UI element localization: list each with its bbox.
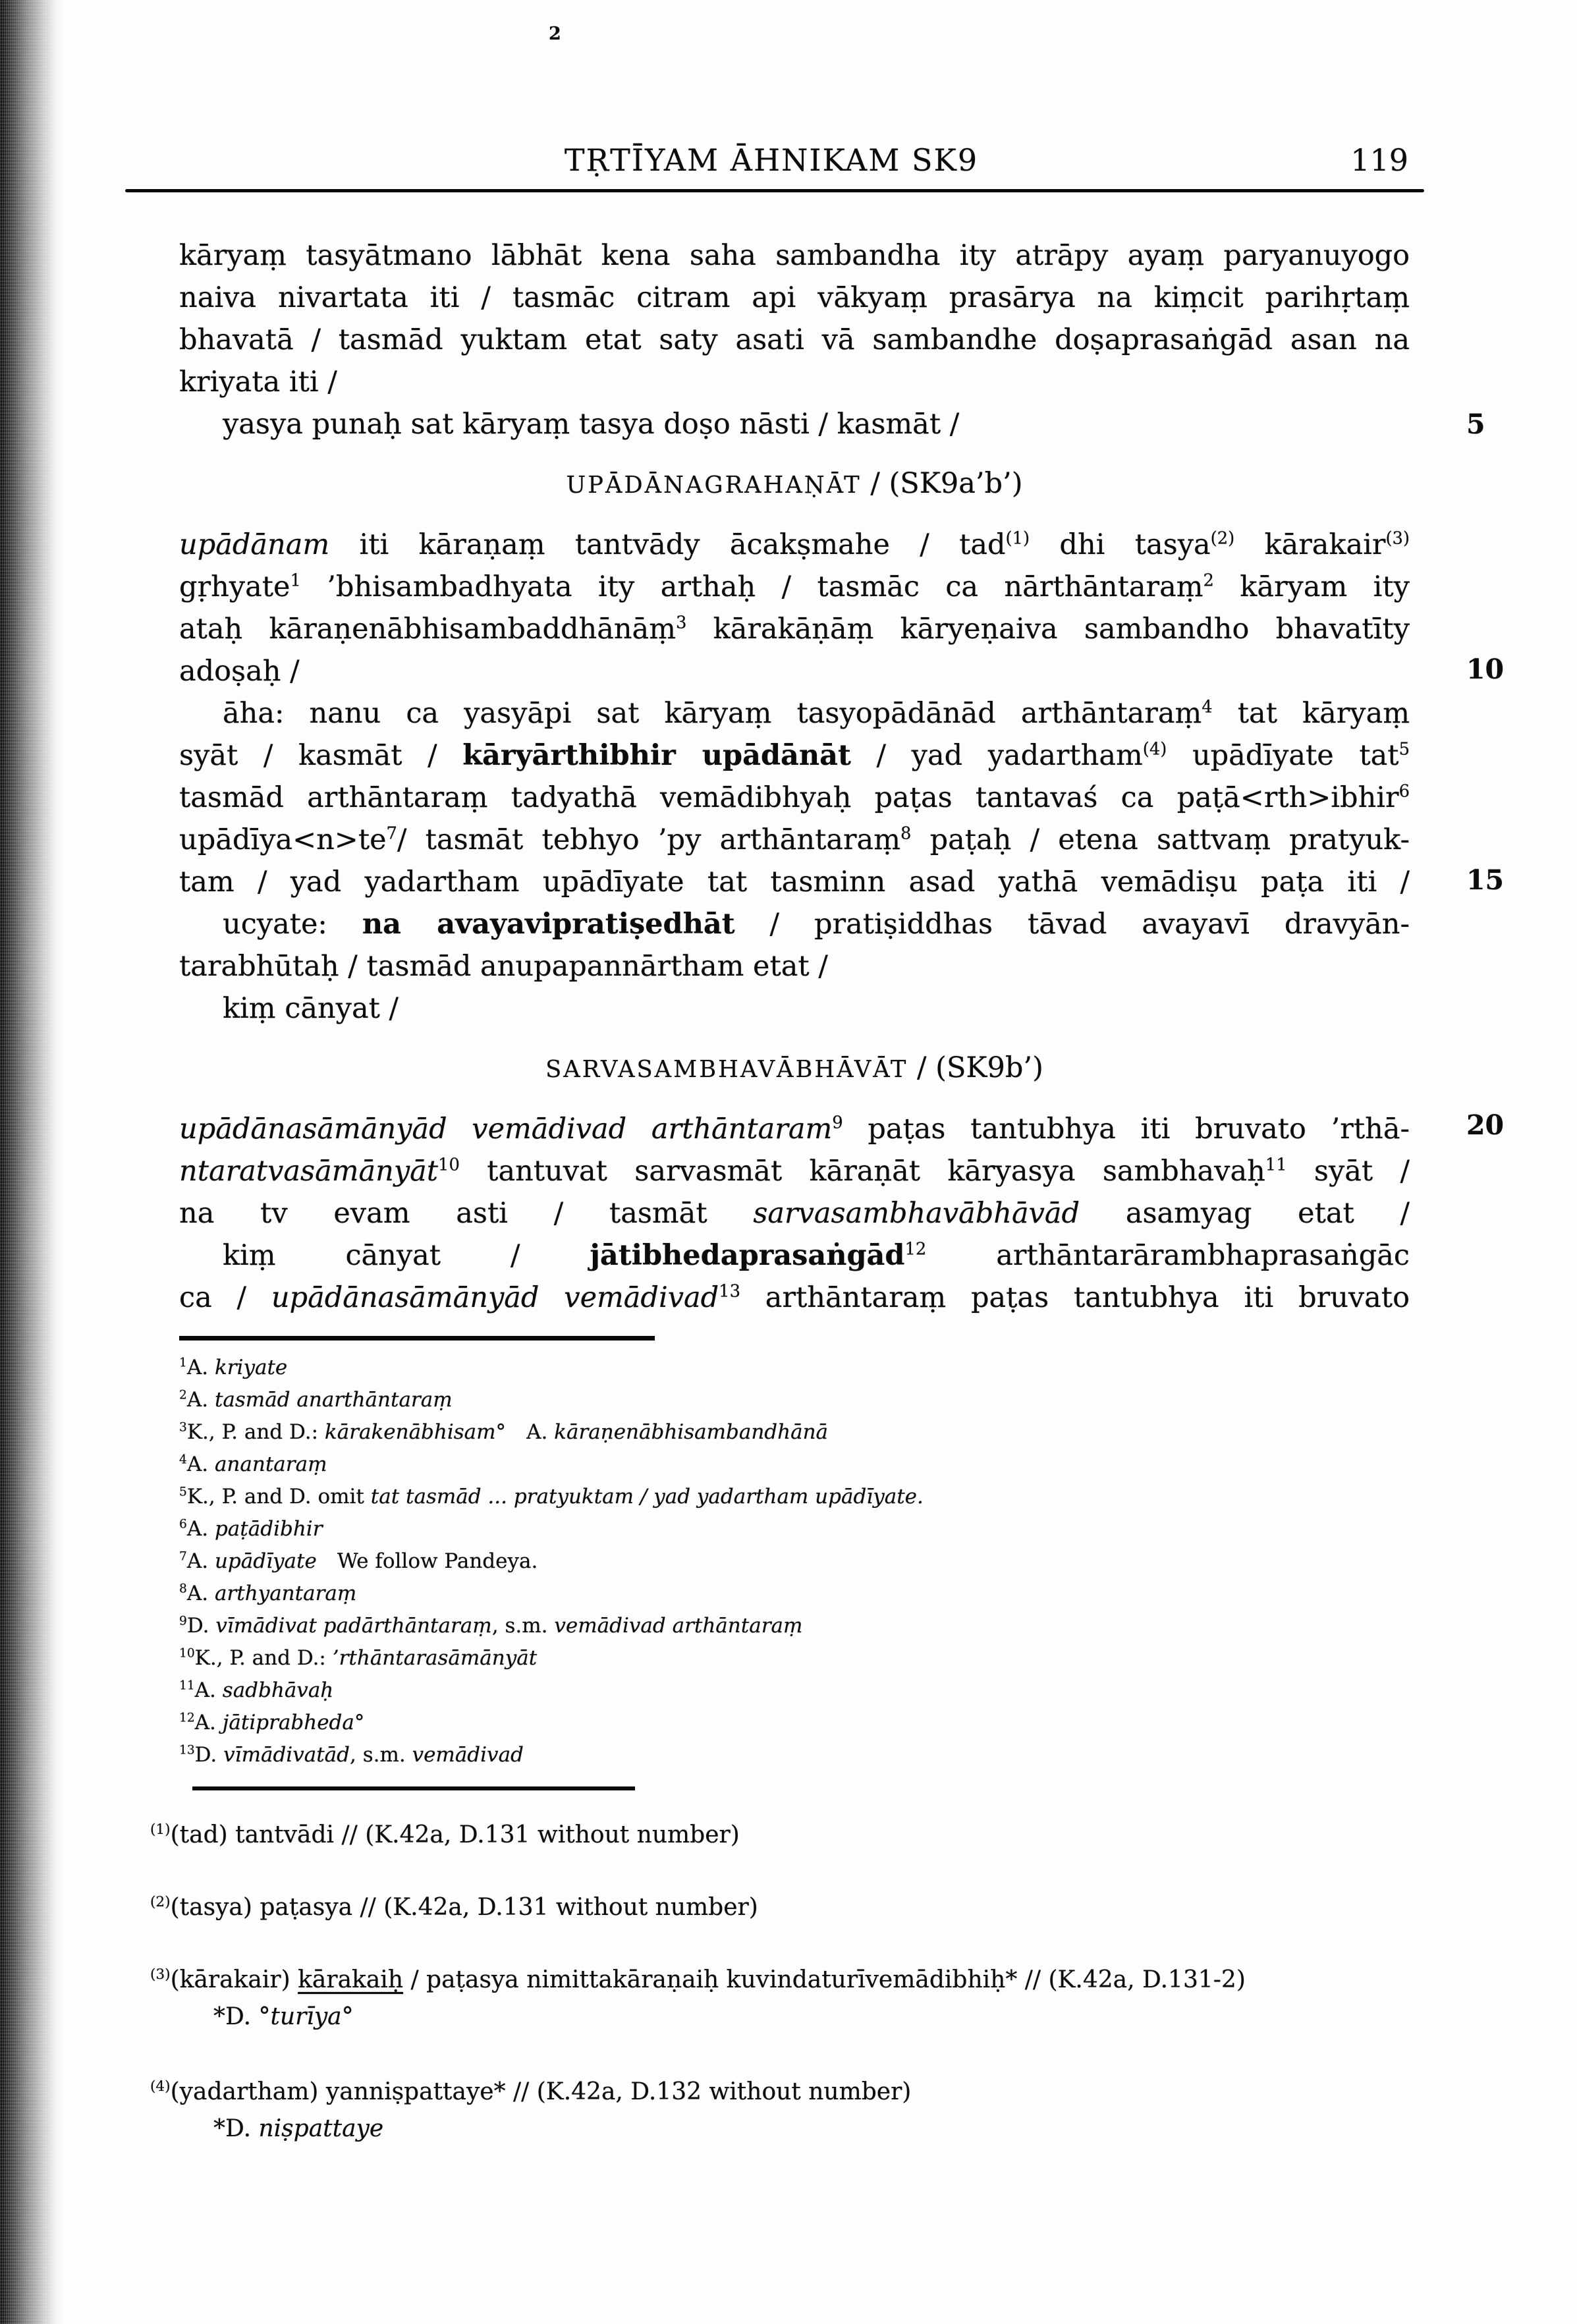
text-segment: kāryārthibhir upādānāt — [462, 739, 851, 772]
text-line — [179, 945, 1410, 987]
note-reference-superscript: 13 — [719, 1281, 740, 1302]
note-reference-superscript: 8 — [900, 823, 912, 844]
text-segment: upādīyate tat — [1167, 739, 1399, 772]
apparatus-note-number: (1) — [150, 1821, 171, 1838]
text-segment: UPĀDĀNAGRAHAṆĀT — [566, 472, 862, 499]
text-segment: kriyate — [214, 1356, 288, 1379]
apparatus-note-number: (2) — [150, 1894, 171, 1910]
text-segment: / (SK9a’b’) — [861, 467, 1023, 500]
footnote-number: 6 — [179, 1517, 187, 1532]
text-segment: *D. — [213, 2115, 259, 2142]
apparatus-subnote — [213, 2111, 1461, 2147]
text-segment: na avayavipratiṣedhāt — [362, 908, 735, 941]
text-segment: SARVASAMBHAVĀBHĀVĀT — [545, 1056, 908, 1083]
text-segment: ucyate: — [223, 908, 362, 941]
sutra-heading — [179, 462, 1410, 507]
footnote — [179, 1416, 1339, 1449]
text-segment: ca / — [179, 1281, 271, 1314]
text-segment: ’rthāntarasāmānyāt — [332, 1646, 538, 1670]
note-reference-superscript: 4 — [1202, 697, 1213, 717]
note-reference-superscript: (2) — [1210, 528, 1235, 549]
text-segment: K., P. and D.: — [194, 1646, 333, 1670]
text-segment: iti kāraṇaṃ tantvādy ācakṣmahe / tad — [329, 528, 1006, 561]
apparatus-note-line — [150, 1962, 1461, 1999]
text-segment: vīmādivatād — [223, 1743, 350, 1767]
text-segment: niṣpattaye — [258, 2115, 384, 2142]
footnote — [179, 1513, 1339, 1545]
text-segment: (kārakair) — [170, 1966, 298, 1993]
text-segment: tam / yad yadartham upādīyate tat tasminn asad yathā vemādiṣu paṭa iti / — [179, 866, 1410, 899]
footnote — [179, 1481, 1339, 1513]
text-segment: na tv evam asti / tasmāt — [179, 1197, 754, 1230]
text-segment: kāraṇenābhisambandhānā — [554, 1420, 829, 1444]
footnote-number: 5 — [179, 1485, 187, 1499]
text-line — [179, 319, 1410, 361]
text-segment: vemādivad — [412, 1743, 524, 1767]
footnote — [179, 1449, 1339, 1481]
text-segment: kārakaiḥ — [298, 1966, 404, 1993]
text-segment: kāryaṃ tasyātmano lābhāt kena saha sambandha ity atrāpy ayaṃ paryanuyogo — [179, 239, 1410, 272]
footnote — [179, 1352, 1339, 1384]
text-line — [179, 1277, 1410, 1319]
margin-line-number: 20 — [1466, 1109, 1505, 1141]
text-segment: kārakenābhisam° — [324, 1420, 507, 1444]
text-segment: tantuvat sarvasmāt kāraṇāt kāryasya sambhavaḥ — [459, 1155, 1265, 1188]
text-segment: jātiprabheda° — [222, 1711, 365, 1734]
footnote-separator-rule — [179, 1336, 655, 1341]
apparatus-note-number: (4) — [150, 2078, 171, 2095]
stray-page-mark: 2 — [549, 24, 561, 44]
text-segment: upādānam — [179, 528, 330, 561]
text-segment: arthyantaraṃ — [214, 1582, 357, 1605]
text-segment: tarabhūtaḥ / tasmād anupapannārtham etat / — [179, 950, 828, 983]
text-segment: A. — [186, 1517, 215, 1541]
footnote-number: 7 — [179, 1549, 187, 1564]
footnote-number: 12 — [179, 1711, 195, 1725]
note-reference-superscript: 7 — [386, 823, 397, 844]
text-segment: naiva nivartata iti / tasmāc citram api vākyaṃ prasārya na kiṃcit parihṛtaṃ — [179, 281, 1410, 314]
text-segment: (tad) tantvādi // (K.42a, D.131 without number) — [170, 1821, 740, 1848]
note-reference-superscript: (4) — [1142, 739, 1167, 760]
text-segment: kārakāṇāṃ kāryeṇaiva sambandho bhavatīty — [686, 613, 1410, 646]
note-reference-superscript: 2 — [1203, 570, 1214, 591]
footnote — [179, 1578, 1339, 1610]
note-reference-superscript: (1) — [1005, 528, 1030, 549]
text-segment: D. — [186, 1614, 216, 1638]
text-segment: arthāntarārambhaprasaṅgāc — [926, 1239, 1410, 1272]
text-line — [179, 692, 1410, 734]
footnote — [179, 1642, 1339, 1674]
text-segment: tasmād arthāntaraṃ tadyathā vemādibhyaḥ paṭas tantavaś ca paṭā<rth>ibhir — [179, 781, 1399, 814]
text-segment: , s.m. — [491, 1614, 555, 1638]
footnote-number: 10 — [179, 1646, 195, 1661]
apparatus-note — [150, 1817, 1461, 1854]
text-segment: kiṃ cānyat / — [223, 992, 399, 1025]
footnote — [179, 1674, 1339, 1707]
text-segment: kiṃ cānyat / — [223, 1239, 590, 1272]
text-segment: / tasmāt tebhyo ’py arthāntaraṃ — [397, 823, 900, 856]
sutra-heading — [179, 1047, 1410, 1091]
footnotes-block — [179, 1352, 1339, 1771]
text-segment: arthāntaraṃ paṭas tantubhya iti bruvato — [740, 1281, 1410, 1314]
header-rule — [125, 189, 1424, 192]
text-segment: D. — [194, 1743, 224, 1767]
text-line — [179, 608, 1410, 650]
text-segment: bhavatā / tasmād yuktam etat saty asati vā sambandhe doṣaprasaṅgād asan na — [179, 323, 1410, 356]
text-segment: ataḥ kāraṇenābhisambaddhānāṃ — [179, 613, 676, 646]
text-line — [179, 734, 1410, 777]
text-segment: A. — [186, 1388, 215, 1412]
text-segment: A. — [506, 1420, 555, 1444]
note-reference-superscript: 6 — [1398, 781, 1410, 802]
text-segment: K., P. and D. omit — [186, 1485, 371, 1508]
text-line — [179, 361, 1410, 403]
note-reference-superscript: 12 — [904, 1239, 927, 1259]
text-segment: tat kāryaṃ — [1212, 697, 1410, 730]
footnote-number: 9 — [179, 1614, 187, 1628]
margin-line-number: 15 — [1466, 864, 1505, 896]
note-reference-superscript: 10 — [438, 1155, 460, 1175]
text-segment: ntaratvasāmānyāt — [179, 1155, 439, 1188]
apparatus-subnote — [213, 1999, 1461, 2035]
text-line — [179, 1108, 1410, 1150]
footnote — [179, 1545, 1339, 1578]
text-segment: adoṣaḥ / — [179, 655, 300, 688]
page-number: 119 — [1350, 142, 1408, 178]
text-segment: vīmādivat padārthāntaraṃ — [215, 1614, 492, 1638]
page-header — [179, 142, 1410, 179]
text-segment: kārakair — [1234, 528, 1386, 561]
text-segment: A. — [186, 1452, 215, 1476]
margin-line-number: 10 — [1466, 653, 1505, 685]
text-segment: paṭaḥ / etena sattvaṃ pratyuk- — [911, 823, 1410, 856]
text-segment: °turīya° — [258, 2003, 354, 2030]
apparatus-note-line — [150, 1889, 1461, 1926]
text-segment: upādānasāmānyād vemādivad arthāntaram — [179, 1113, 833, 1146]
text-segment: upādīya<n>te — [179, 823, 387, 856]
text-segment: upādānasāmānyād vemādivad — [271, 1281, 719, 1314]
apparatus-note — [150, 2074, 1461, 2147]
note-reference-superscript: 11 — [1265, 1155, 1287, 1175]
text-line — [179, 1150, 1410, 1192]
text-line — [179, 524, 1410, 566]
text-segment: A. — [194, 1678, 223, 1702]
text-segment: anantaraṃ — [214, 1452, 327, 1476]
text-segment: / paṭasya nimittakāraṇaiḥ kuvindaturīvemādibhiḥ* // (K.42a, D.131-2) — [403, 1966, 1246, 1993]
text-segment: dhi tasya — [1030, 528, 1211, 561]
footnote-number: 1 — [179, 1356, 187, 1370]
text-line — [179, 1234, 1410, 1277]
text-segment: A. — [186, 1582, 215, 1605]
text-segment: tat tasmād ... pratyuktam / yad yadartham upādīyate. — [370, 1485, 924, 1508]
text-segment: K., P. and D.: — [186, 1420, 325, 1444]
text-segment: paṭādibhir — [214, 1517, 323, 1541]
text-line — [179, 566, 1410, 608]
text-line — [179, 403, 1410, 445]
footnote — [179, 1707, 1339, 1739]
footnote-number: 13 — [179, 1743, 195, 1757]
text-segment: tasmād anarthāntaraṃ — [214, 1388, 453, 1412]
text-segment: jātibhedaprasaṅgād — [590, 1239, 905, 1272]
scan-edge-artifact — [0, 0, 63, 2324]
text-segment: (yadartham) yanniṣpattaye* // (K.42a, D.132 without number) — [170, 2078, 912, 2105]
footnote-number: 11 — [179, 1678, 195, 1693]
footnote-number: 4 — [179, 1452, 187, 1467]
apparatus-note-line — [150, 2074, 1461, 2111]
text-line — [179, 819, 1410, 861]
text-segment: / yad yadartham — [850, 739, 1143, 772]
note-reference-superscript: 3 — [675, 613, 687, 633]
note-reference-superscript: (3) — [1385, 528, 1410, 549]
text-segment: / pratiṣiddhas tāvad avayavī dravyān- — [734, 908, 1410, 941]
text-segment: *D. — [213, 2003, 259, 2030]
text-line — [179, 777, 1410, 819]
text-segment: A. — [186, 1549, 215, 1573]
text-segment: kriyata iti / — [179, 366, 337, 399]
text-segment: vemādivad arthāntaraṃ — [554, 1614, 803, 1638]
note-reference-superscript: 9 — [832, 1113, 843, 1133]
footnote-number: 3 — [179, 1420, 187, 1435]
text-line — [179, 235, 1410, 277]
note-reference-superscript: 5 — [1398, 739, 1410, 760]
footnote-number: 2 — [179, 1388, 187, 1402]
text-segment: gṛhyate — [179, 570, 290, 603]
apparatus-note — [150, 1889, 1461, 1926]
apparatus-block — [150, 1817, 1461, 2183]
text-line — [179, 903, 1410, 945]
text-segment: , s.m. — [349, 1743, 412, 1767]
footnote — [179, 1739, 1339, 1771]
text-segment: āha: nanu ca yasyāpi sat kāryaṃ tasyopādānād arthāntaraṃ — [223, 697, 1202, 730]
footnote — [179, 1610, 1339, 1642]
footnote-number: 8 — [179, 1582, 187, 1596]
apparatus-note — [150, 1962, 1461, 2035]
text-segment: ’bhisambadhyata ity arthaḥ / tasmāc ca nārthāntaraṃ — [300, 570, 1204, 603]
text-segment: asamyag etat / — [1080, 1197, 1410, 1230]
body-text-block — [179, 235, 1410, 1319]
apparatus-separator-rule — [192, 1786, 635, 1790]
text-segment: yasya punaḥ sat kāryaṃ tasya doṣo nāsti / kasmāt / — [223, 408, 960, 441]
text-segment: A. — [194, 1711, 223, 1734]
text-line — [179, 277, 1410, 319]
text-line — [179, 861, 1410, 903]
text-line — [179, 1192, 1410, 1234]
apparatus-note-number: (3) — [150, 1966, 171, 1983]
text-segment: A. — [186, 1356, 215, 1379]
text-segment: (tasya) paṭasya // (K.42a, D.131 without number) — [170, 1894, 758, 1921]
text-segment: syāt / kasmāt / — [179, 739, 463, 772]
text-segment: / (SK9b’) — [908, 1051, 1043, 1084]
footnote — [179, 1384, 1339, 1416]
text-segment: syāt / — [1286, 1155, 1410, 1188]
running-title: TṚTĪYAM ĀHNIKAM SK9 — [564, 142, 979, 178]
text-segment: sadbhāvaḥ — [222, 1678, 334, 1702]
text-segment: paṭas tantubhya iti bruvato ’rthā- — [843, 1113, 1410, 1146]
apparatus-note-line — [150, 1817, 1461, 1854]
text-line — [179, 650, 1410, 692]
text-segment: We follow Pandeya. — [316, 1549, 538, 1573]
text-line — [179, 987, 1410, 1030]
text-segment: kāryam ity — [1213, 570, 1410, 603]
margin-line-number: 5 — [1466, 408, 1485, 440]
text-segment: sarvasambhavābhāvād — [753, 1197, 1080, 1230]
text-segment: upādīyate — [214, 1549, 317, 1573]
note-reference-superscript: 1 — [290, 570, 301, 591]
